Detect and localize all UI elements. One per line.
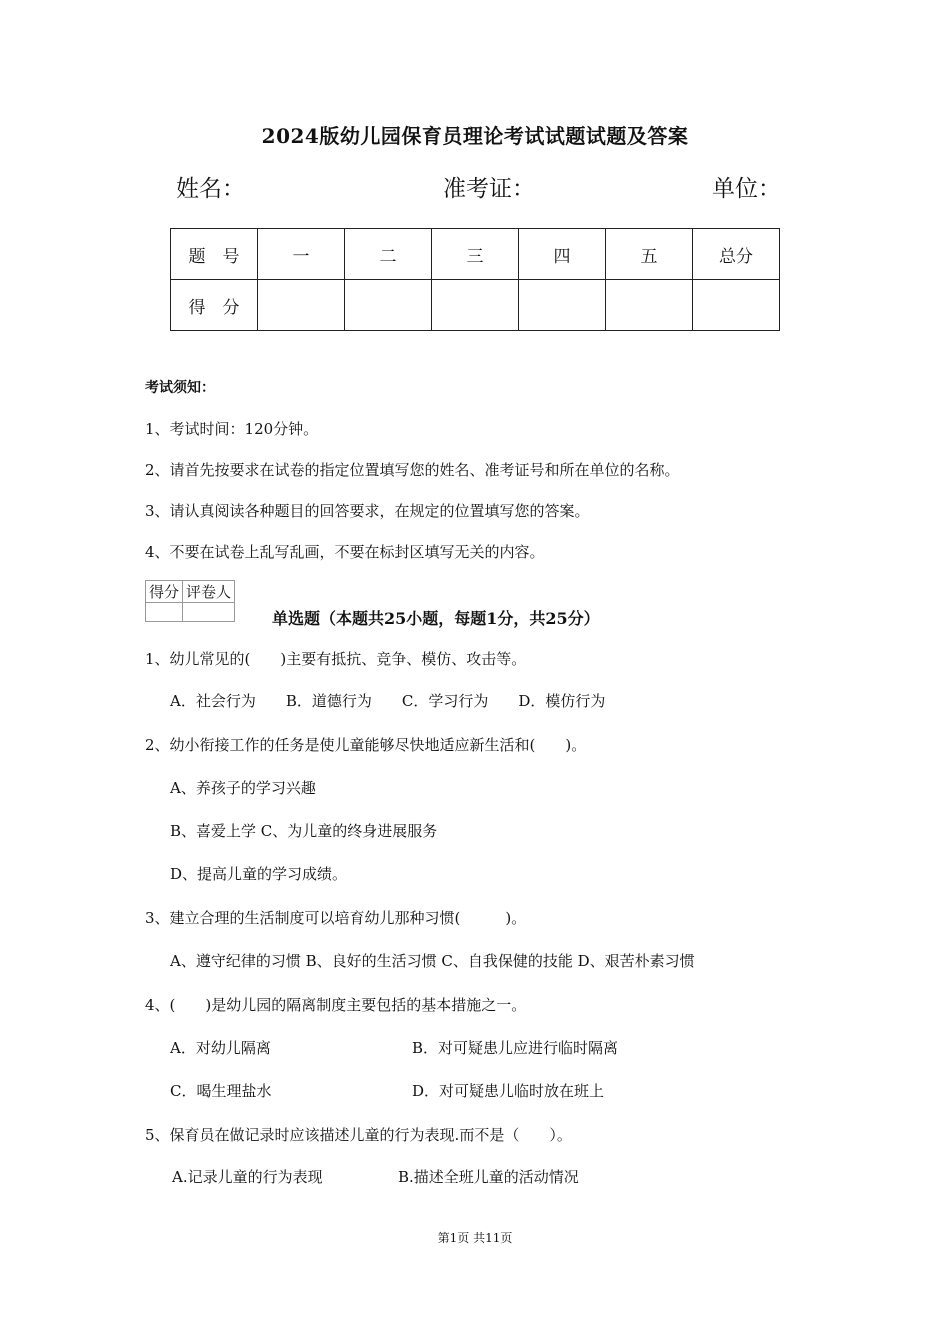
- question-stem: 5、保育员在做记录时应该描述儿童的行为表现.而不是（ ）。: [145, 1126, 572, 1144]
- note-item: 4、不要在试卷上乱写乱画，不要在标封区填写无关的内容。: [145, 543, 545, 561]
- unit-label: 单位：: [712, 176, 781, 202]
- score-cell: [693, 280, 780, 331]
- question-stem: 3、建立合理的生活制度可以培育幼儿那种习惯( )。: [145, 909, 527, 927]
- question-stem: 1、幼儿常见的( )主要有抵抗、竞争、模仿、攻击等。: [145, 650, 527, 668]
- score-cell: [345, 280, 432, 331]
- score-cell: [258, 280, 345, 331]
- score-table-header-row: [171, 229, 780, 280]
- score-header-cell: 二: [345, 229, 432, 280]
- grader-score-cell: [146, 603, 183, 622]
- score-header-cell: 五: [606, 229, 693, 280]
- question-option: A、养孩子的学习兴趣: [170, 779, 316, 797]
- page-footer: 第1页 共11页: [437, 1231, 513, 1245]
- question-option: A．社会行为 B．道德行为 C．学习行为 D．模仿行为: [170, 692, 606, 710]
- grader-box: [145, 580, 235, 622]
- question-option: B.描述全班儿童的活动情况: [398, 1168, 579, 1186]
- question-stem: 2、幼小衔接工作的任务是使儿童能够尽快地适应新生活和( )。: [145, 736, 587, 754]
- question-option: B、喜爱上学 C、为儿童的终身进展服务: [170, 822, 438, 840]
- exam-id-label: 准考证：: [443, 176, 535, 202]
- notes-heading: 考试须知：: [145, 380, 215, 396]
- note-item: 2、请首先按要求在试卷的指定位置填写您的姓名、准考证号和所在单位的名称。: [145, 461, 680, 479]
- score-header-cell: 四: [519, 229, 606, 280]
- score-cell: [606, 280, 693, 331]
- question-option: A、遵守纪律的习惯 B、良好的生活习惯 C、自我保健的技能 D、艰苦朴素习惯: [170, 952, 695, 970]
- note-item: 1、考试时间：120分钟。: [145, 420, 319, 438]
- grader-score-label: 得分: [146, 581, 183, 603]
- score-cell: [519, 280, 606, 331]
- score-table-score-row: [171, 280, 780, 331]
- score-cell: [432, 280, 519, 331]
- section-title: 单选题（本题共25小题，每题1分，共25分）: [272, 609, 600, 628]
- grader-reviewer-cell: [183, 603, 235, 622]
- score-header-cell: 三: [432, 229, 519, 280]
- grader-reviewer-label: 评卷人: [183, 581, 235, 603]
- note-item: 3、请认真阅读各种题目的回答要求，在规定的位置填写您的答案。: [145, 502, 590, 520]
- question-option: D、提高儿童的学习成绩。: [170, 865, 348, 883]
- score-header-cell: 题 号: [171, 229, 258, 280]
- question-option: D．对可疑患儿临时放在班上: [412, 1082, 605, 1100]
- question-option: A．对幼儿隔离: [170, 1039, 271, 1057]
- question-stem: 4、( )是幼儿园的隔离制度主要包括的基本措施之一。: [145, 996, 527, 1014]
- question-option: A.记录儿童的行为表现: [172, 1168, 323, 1186]
- score-header-cell: 一: [258, 229, 345, 280]
- score-table: [170, 228, 780, 331]
- score-row-label: 得 分: [171, 280, 258, 331]
- name-label: 姓名：: [176, 176, 245, 202]
- page-title: 2024版幼儿园保育员理论考试试题试题及答案: [261, 124, 689, 148]
- score-header-cell: 总分: [693, 229, 780, 280]
- question-option: C．喝生理盐水: [170, 1082, 272, 1100]
- question-option: B．对可疑患儿应进行临时隔离: [412, 1039, 619, 1057]
